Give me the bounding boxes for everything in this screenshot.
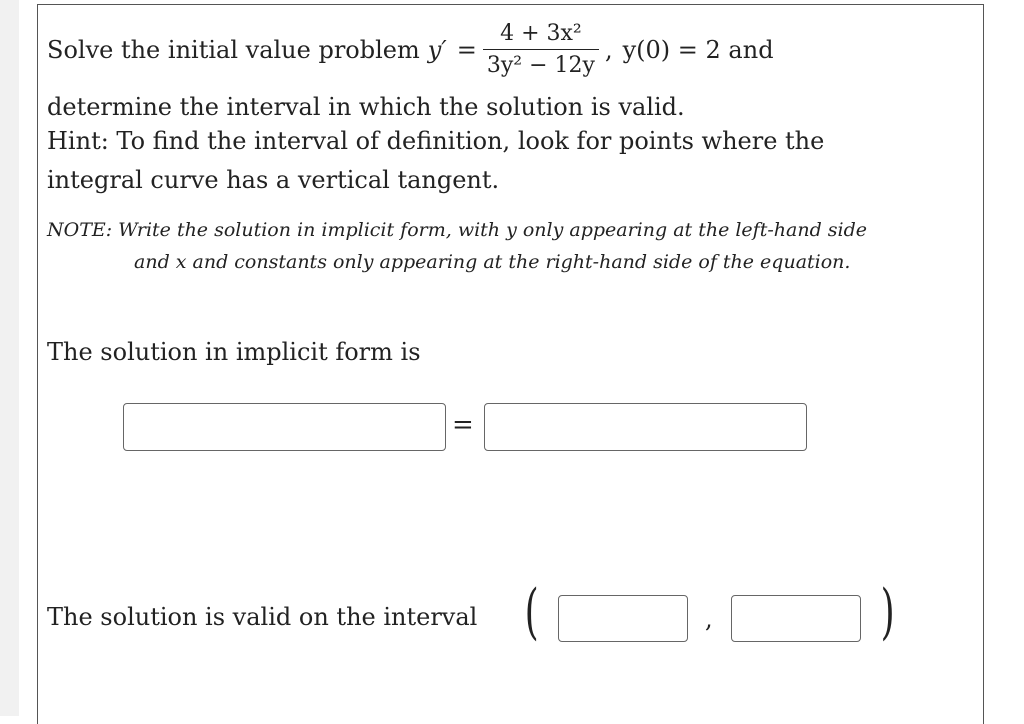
interval-close-paren: ) bbox=[880, 577, 895, 647]
implicit-right-input[interactable] bbox=[484, 403, 807, 451]
problem-line-2: determine the interval in which the solution is valid. bbox=[47, 93, 685, 121]
equals-sign: = bbox=[456, 36, 477, 64]
initial-condition: y(0) = 2 and bbox=[622, 36, 774, 64]
problem-lead-text: Solve the initial value problem bbox=[47, 36, 420, 64]
comma: , bbox=[604, 36, 613, 64]
note-line-2: and x and constants only appearing at the right-hand side of the equation. bbox=[134, 251, 851, 273]
fraction-denominator: 3y² − 12y bbox=[486, 52, 595, 78]
note-line-1: NOTE: Write the solution in implicit form, with y only appearing at the left-hand side bbox=[47, 219, 868, 241]
fraction-numerator: 4 + 3x² bbox=[500, 20, 582, 46]
hint-line-2: integral curve has a vertical tangent. bbox=[47, 166, 500, 194]
fraction-bar bbox=[483, 49, 599, 50]
y-prime: y′ bbox=[427, 36, 447, 64]
interval-comma: , bbox=[705, 605, 713, 633]
interval-open-paren: ( bbox=[524, 577, 539, 647]
interval-lower-input[interactable] bbox=[558, 595, 688, 642]
implicit-left-input[interactable] bbox=[123, 403, 446, 451]
interval-upper-input[interactable] bbox=[731, 595, 861, 642]
implicit-equals-sign: = bbox=[452, 410, 474, 440]
hint-line: Hint: To find the interval of definition, look for points where the bbox=[47, 127, 825, 155]
interval-label: The solution is valid on the interval bbox=[47, 603, 478, 631]
problem-statement bbox=[47, 16, 774, 84]
left-margin-strip bbox=[0, 0, 19, 716]
implicit-form-label: The solution in implicit form is bbox=[47, 338, 421, 366]
fraction bbox=[483, 22, 599, 79]
